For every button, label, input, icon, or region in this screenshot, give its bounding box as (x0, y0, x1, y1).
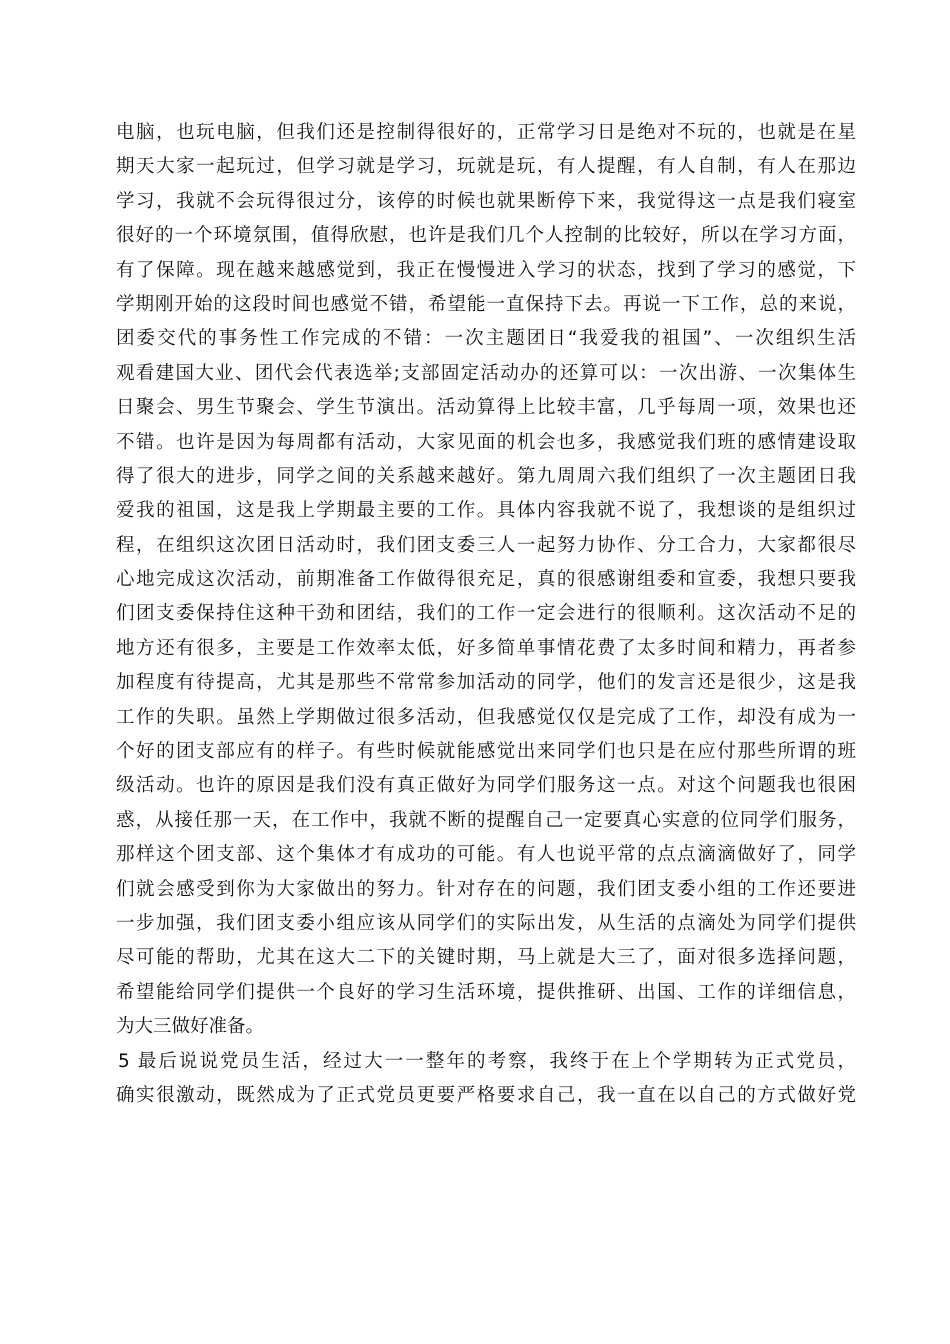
text-line: 级活动。也许的原因是我们没有真正做好为同学们服务这一点。对这个问题我也很困 (116, 775, 856, 797)
text-line: 学期刚开始的这段时间也感觉不错，希望能一直保持下去。再说一下工作，总的来说， (116, 293, 856, 315)
text-line: 期天大家一起玩过，但学习就是学习，玩就是玩，有人提醒，有人自制，有人在那边 (116, 156, 856, 178)
text-line: 不错。也许是因为每周都有活动，大家见面的机会也多，我感觉我们班的感情建设取 (116, 431, 856, 453)
text-line: 有了保障。现在越来越感觉到，我正在慢慢进入学习的状态，找到了学习的感觉，下 (116, 259, 856, 281)
text-line: 地方还有很多，主要是工作效率太低，好多简单事情花费了太多时间和精力，再者参 (116, 637, 856, 659)
text-line: 日聚会、男生节聚会、学生节演出。活动算得上比较丰富，几乎每周一项，效果也还 (116, 397, 856, 419)
text-line: 加程度有待提高，尤其是那些不常常参加活动的同学，他们的发言还是很少，这是我 (116, 672, 856, 694)
text-line: 5 最后说说党员生活，经过大一一整年的考察，我终于在上个学期转为正式党员， (118, 1050, 856, 1072)
text-line: 爱我的祖国，这是我上学期最主要的工作。具体内容我就不说了，我想谈的是组织过 (116, 500, 856, 522)
text-line: 心地完成这次活动，前期准备工作做得很充足，真的很感谢组委和宣委，我想只要我 (116, 569, 856, 591)
text-line: 确实很激动，既然成为了正式党员更要严格要求自己，我一直在以自己的方式做好党 (116, 1084, 856, 1106)
text-line: 程，在组织这次团日活动时，我们团支委三人一起努力协作、分工合力，大家都很尽 (116, 534, 856, 556)
text-line: 观看建国大业、团代会代表选举;支部固定活动办的还算可以：一次出游、一次集体生 (116, 362, 856, 384)
text-line: 为大三做好准备。 (116, 1016, 265, 1038)
body-text (116, 116, 856, 1113)
text-line: 得了很大的进步，同学之间的关系越来越好。第九周周六我们组织了一次主题团日我 (116, 465, 856, 487)
text-line: 很好的一个环境氛围，值得欣慰，也许是我们几个人控制的比较好，所以在学习方面， (116, 225, 856, 247)
text-line: 个好的团支部应有的样子。有些时候就能感觉出来同学们也只是在应付那些所谓的班 (116, 741, 856, 763)
text-line: 希望能给同学们提供一个良好的学习生活环境，提供推研、出国、工作的详细信息， (116, 981, 856, 1003)
text-line: 一步加强，我们团支委小组应该从同学们的实际出发，从生活的点滴处为同学们提供 (116, 912, 856, 934)
text-line: 学习，我就不会玩得很过分，该停的时候也就果断停下来，我觉得这一点是我们寝室 (116, 190, 856, 212)
text-line: 团委交代的事务性工作完成的不错：一次主题团日“我爱我的祖国”、一次组织生活 (116, 328, 856, 350)
text-line: 们团支委保持住这种干劲和团结，我们的工作一定会进行的很顺利。这次活动不足的 (116, 603, 856, 625)
text-line: 电脑，也玩电脑，但我们还是控制得很好的，正常学习日是绝对不玩的，也就是在星 (116, 122, 856, 143)
text-line: 们就会感受到你为大家做出的努力。针对存在的问题，我们团支委小组的工作还要进 (116, 878, 856, 900)
text-line: 尽可能的帮助，尤其在这大二下的关键时期，马上就是大三了，面对很多选择问题， (116, 947, 856, 969)
text-line: 那样这个团支部、这个集体才有成功的可能。有人也说平常的点点滴滴做好了，同学 (116, 844, 856, 866)
text-line: 工作的失职。虽然上学期做过很多活动，但我感觉仅仅是完成了工作，却没有成为一 (116, 706, 856, 728)
text-line: 惑，从接任那一天，在工作中，我就不断的提醒自己一定要真心实意的位同学们服务， (116, 809, 856, 831)
